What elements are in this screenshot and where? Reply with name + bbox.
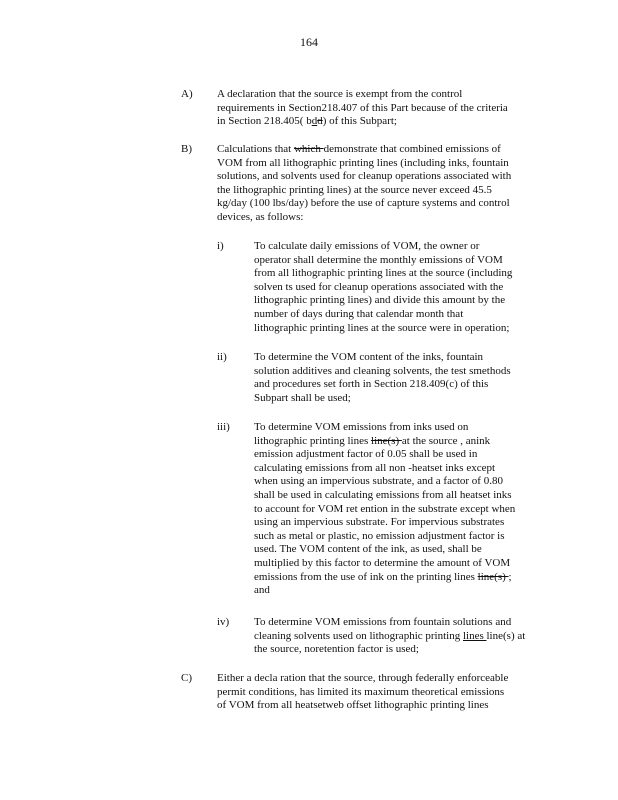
item-a-line: A declaration that the source is exempt from the control [217, 88, 463, 100]
item-b-i-line: number of days during that calendar month that [254, 307, 464, 320]
item-b-i-line: lithographic printing lines at the source were in operation; [254, 321, 510, 334]
text-run: demonstrate that combined emissions of [323, 143, 501, 155]
inserted-text: lines [462, 629, 487, 642]
item-b-ii-line: solution additives and cleaning solvents, the test smethods [254, 364, 511, 377]
item-b-ii-line: Subpart shall be used; [254, 391, 351, 404]
item-b-iii-line: shall be used in calculating emissions from all heatset inks [254, 488, 512, 501]
item-b-i-text [254, 240, 532, 335]
item-b-iii-line: such as metal or plastic, no emission adjustment factor is [254, 529, 505, 542]
item-b-iii-line: emission adjustment factor of 0.05 shall be used in [254, 448, 478, 461]
text-run: Calculations that [217, 143, 294, 155]
item-b-i-line: from all lithographic printing lines at the source (including [254, 267, 513, 280]
item-b-line: devices, as follows: [217, 210, 304, 223]
item-b-iv-line: the source, noretention factor is used; [254, 643, 419, 656]
item-b-line: kg/day (100 lbs/day) before the use of capture systems and control [217, 197, 510, 210]
item-b-text [217, 143, 537, 225]
item-b-i-label: i) [217, 240, 224, 252]
item-b-iii-line: To determine VOM emissions from inks used on [254, 421, 469, 433]
item-b-ii-label: ii) [217, 351, 227, 363]
item-b-iii-line: used. The VOM content of the ink, as used, shall be [254, 543, 482, 556]
page-number: 164 [300, 35, 318, 49]
item-b-line: solutions, and solvents used for cleanup operations associated with [217, 170, 512, 183]
text-run: at the source , anink [401, 434, 491, 447]
item-b-iv-line: To determine VOM emissions from fountain solutions and [254, 616, 512, 628]
item-b-iii-line: using an impervious substrate. For impervious substrates [254, 516, 505, 529]
inserted-text: d [311, 115, 318, 128]
item-a-line: requirements in Section218.407 of this Part because of the criteria [217, 101, 508, 114]
item-b-iii-line [254, 435, 536, 449]
item-b-label: B) [181, 143, 192, 155]
item-c-label: C) [181, 672, 192, 684]
text-run: cleaning solvents used on lithographic printing [254, 629, 463, 642]
deleted-text: line(s) [477, 570, 509, 583]
text-run: in Section 218.405( b [217, 115, 312, 128]
item-b-iii-line: calculating emissions from all non -heatset inks except [254, 461, 496, 474]
item-b-line [217, 143, 537, 157]
text-run: line(s) at [486, 629, 526, 642]
item-b-ii-line: To determine the VOM content of the inks, fountain [254, 351, 484, 363]
item-b-i-line: solven ts used for cleanup operations associated with the [254, 280, 504, 293]
text-run: lithographic printing lines [254, 434, 372, 447]
item-b-i-line: To calculate daily emissions of VOM, the owner or [254, 240, 480, 252]
item-b-iii-line [254, 571, 536, 585]
item-b-iii-line: and [254, 584, 270, 597]
item-b-iii-line: multiplied by this factor to determine the amount of VOM [254, 556, 511, 569]
item-b-i-line: operator shall determine the monthly emissions of VOM [254, 253, 503, 266]
deleted-text: line(s) [371, 434, 402, 447]
item-c-line: of VOM from all heatsetweb offset lithographic printing lines [217, 699, 489, 712]
item-b-iii-text [254, 421, 536, 598]
item-a-label: A) [181, 88, 193, 100]
item-b-i-line: lithographic printing lines) and divide this amount by the [254, 294, 506, 307]
item-a-line [217, 115, 533, 129]
item-b-ii-line: and procedures set forth in Section 218.409(c) of this [254, 378, 489, 391]
item-a-text [217, 88, 533, 129]
item-b-iv-label: iv) [217, 616, 230, 628]
item-b-iii-line: to account for VOM ret ention in the substrate except when [254, 502, 516, 515]
text-run: ) of this Subpart; [322, 115, 397, 128]
deleted-text: d [317, 115, 323, 128]
item-b-iii-line: when using an impervious substrate, and a factor of 0.80 [254, 475, 503, 488]
item-b-iv-text [254, 616, 546, 657]
text-run: ; [508, 570, 512, 583]
item-b-line: the lithographic printing lines) at the source never exceed 45.5 [217, 183, 492, 196]
item-c-text [217, 672, 537, 713]
item-c-line: Either a decla ration that the source, through federally enforceable [217, 672, 509, 684]
item-c-line: permit conditions, has limited its maximum theoretical emissions [217, 685, 505, 698]
item-b-iv-line [254, 630, 546, 644]
text-run: emissions from the use of ink on the printing lines [254, 570, 478, 583]
item-b-ii-text [254, 351, 532, 405]
deleted-text: which [293, 143, 324, 155]
item-b-line: VOM from all lithographic printing lines (including inks, fountain [217, 156, 509, 169]
item-b-iii-label: iii) [217, 421, 230, 433]
